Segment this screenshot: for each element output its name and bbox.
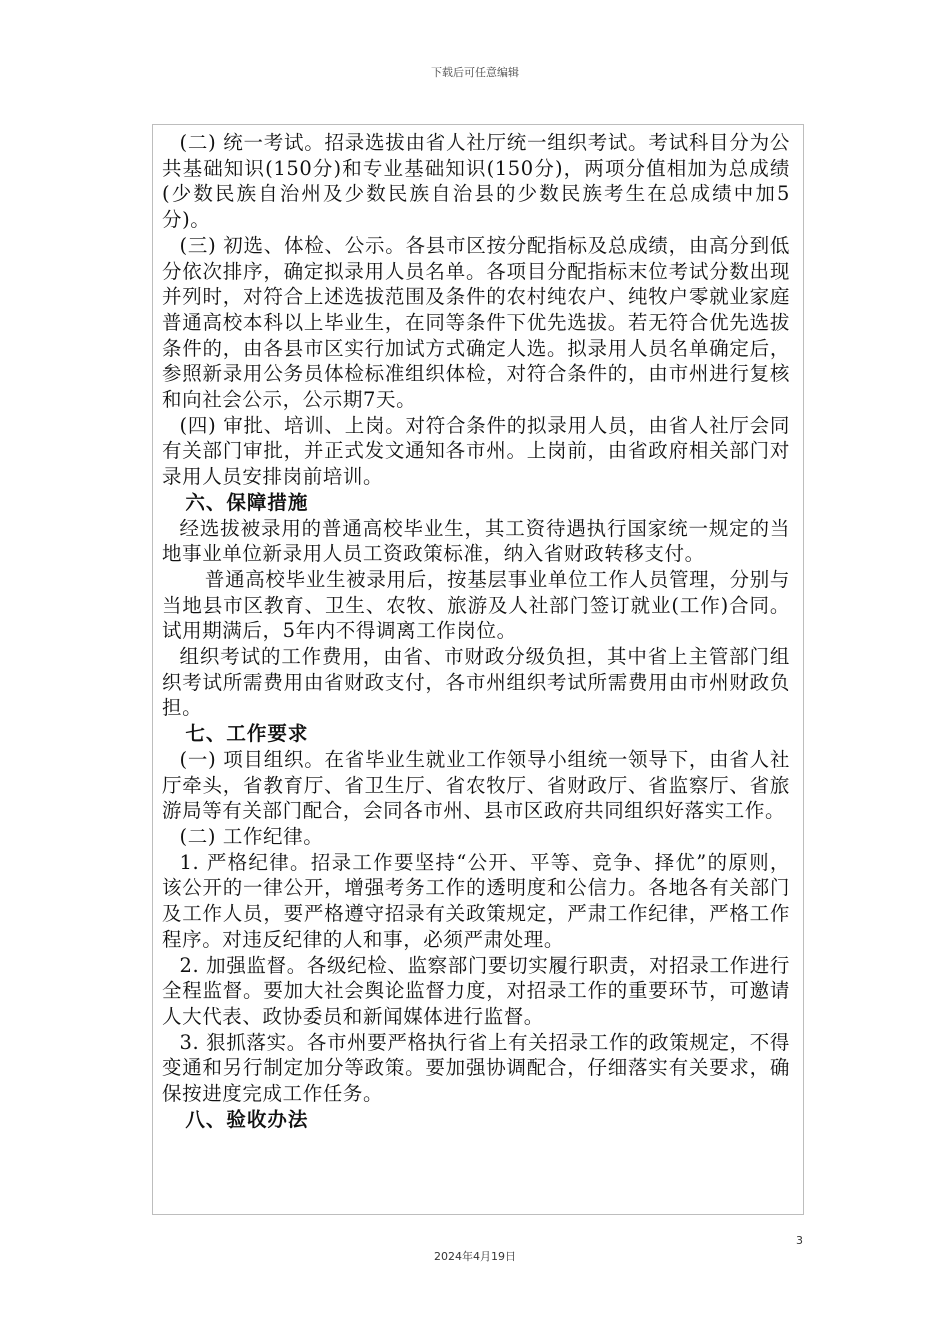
paragraph-supervision: 2. 加强监督。各级纪检、监察部门要切实履行职责，对招录工作进行全程监督。要加大社会舆论监督力度，对招录工作的重要环节，可邀请人大代表、政协委员和新闻媒体进行监督。 [162, 953, 790, 1028]
section-heading-safeguards: 六、保障措施 [185, 490, 309, 514]
paragraph-work-discipline: (二) 工作纪律。 [179, 824, 324, 848]
paragraph-implementation: 3. 狠抓落实。各市州要严格执行省上有关招录工作的政策规定，不得变通和另行制定加分等政策。要加强协调配合，仔细落实有关要求，确保按进度完成工作任务。 [162, 1030, 790, 1106]
paragraph-approval-training: (四) 审批、培训、上岗。对符合条件的拟录用人员，由省人社厅会同有关部门审批，并正式发文通知各市州。上岗前，由省政府相关部门对录用人员安排岗前培训。 [162, 413, 790, 489]
paragraph-preliminary-selection: (三) 初选、体检、公示。各县市区按分配指标及总成绩，由高分到低分依次排序，确定拟录用人员名单。各项目分配指标末位考试分数出现并列时，对符合上述选拔范围及条件的农村纯农户、纯牧户零就业家庭普通高校本科以上毕业生，在同等条件下优先选拔。若无符合优先选拔条件的，由各县市区实行加试方式确定人选。拟录用人员名单确定后，参照新录用公务员体检标准组织体检，对符合条件的，由市州进行复核和向社会公示，公示期7天。 [162, 233, 790, 412]
section-heading-acceptance: 八、验收办法 [185, 1107, 309, 1131]
page-header: 下载后可任意编辑 [431, 66, 519, 79]
footer-date: 2024年4月19日 [434, 1250, 516, 1263]
paragraph-employment-contract: 普通高校毕业生被录用后，按基层事业单位工作人员管理，分别与当地县市区教育、卫生、农牧、旅游及人社部门签订就业(工作)合同。试用期满后，5年内不得调离工作岗位。 [162, 567, 790, 643]
paragraph-project-organization: (一) 项目组织。在省毕业生就业工作领导小组统一领导下，由省人社厅牵头，省教育厅、省卫生厅、省农牧厅、省财政厅、省监察厅、省旅游局等有关部门配合，会同各市州、县市区政府共同组织好落实工作。 [162, 747, 790, 823]
paragraph-unified-exam: (二) 统一考试。招录选拔由省人社厅统一组织考试。考试科目分为公共基础知识(150分)和专业基础知识(150分)，两项分值相加为总成绩(少数民族自治州及少数民族自治县的少数民族考生在总成绩中加5分)。 [162, 131, 790, 232]
page-number: 3 [796, 1234, 803, 1247]
paragraph-exam-costs: 组织考试的工作费用，由省、市财政分级负担，其中省上主管部门组织考试所需费用由省财政支付，各市州组织考试所需费用由市州财政负担。 [162, 645, 790, 720]
section-heading-requirements: 七、工作要求 [185, 722, 309, 746]
document-body [162, 130, 790, 1132]
paragraph-strict-discipline: 1. 严格纪律。招录工作要坚持“公开、平等、竞争、择优”的原则，该公开的一律公开，增强考务工作的透明度和公信力。各地各有关部门及工作人员，要严格遵守招录有关政策规定，严肃工作纪律，严格工作程序。对违反纪律的人和事，必须严肃处理。 [162, 850, 790, 951]
paragraph-salary: 经选拔被录用的普通高校毕业生，其工资待遇执行国家统一规定的当地事业单位新录用人员工资政策标准，纳入省财政转移支付。 [162, 516, 790, 566]
